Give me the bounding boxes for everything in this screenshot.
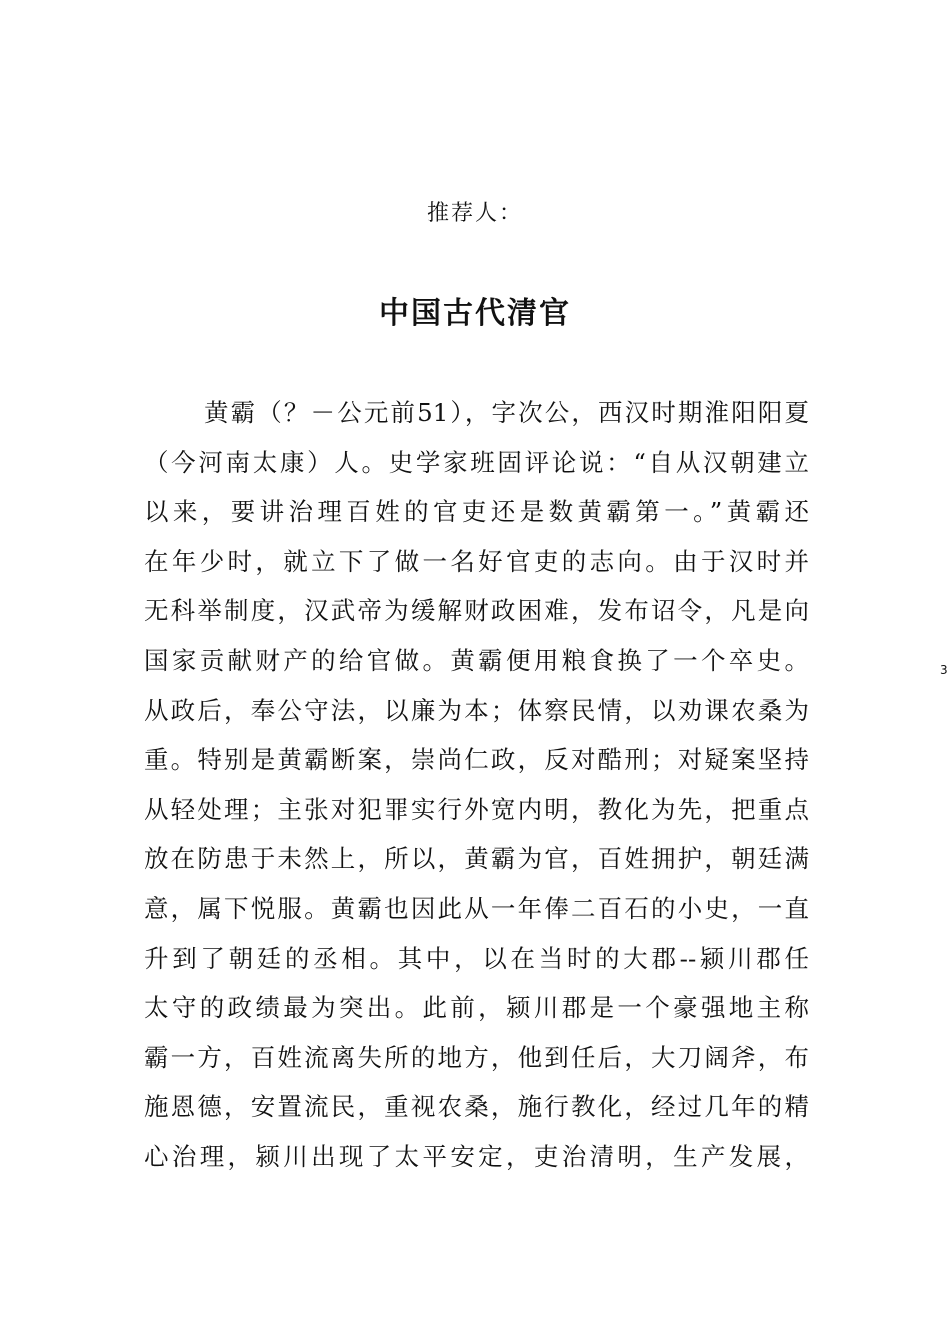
paragraph-line: 重。特别是黄霸断案，崇尚仁政，反对酷刑；对疑案坚持	[144, 745, 809, 775]
paragraph-line: （今河南太康）人。史学家班固评论说：“自从汉朝建立	[144, 447, 809, 477]
paragraph-line: 太守的政绩最为突出。此前，颍川郡是一个豪强地主称	[144, 993, 809, 1023]
paragraph-line: 心治理，颍川出现了太平安定，吏治清明，生产发展，	[144, 1141, 809, 1171]
document-title: 中国古代清官	[379, 296, 571, 331]
paragraph-line: 无科举制度，汉武帝为缓解财政困难，发布诏令，凡是向	[144, 596, 809, 626]
page-number: 3	[940, 663, 948, 677]
paragraph-line: 施恩德，安置流民，重视农桑，施行教化，经过几年的精	[144, 1092, 809, 1122]
paragraph-line: 从政后，奉公守法，以廉为本；体察民情，以劝课农桑为	[144, 695, 809, 725]
paragraph-line: 黄霸（？－公元前51），字次公，西汉时期淮阳阳夏	[204, 398, 809, 427]
paragraph-line: 放在防患于未然上，所以，黄霸为官，百姓拥护，朝廷满	[144, 844, 809, 874]
recommender-label: 推荐人：	[426, 201, 523, 226]
body-paragraph	[144, 388, 809, 1182]
paragraph-line: 国家贡献财产的给官做。黄霸便用粮食换了一个卒史。	[144, 645, 809, 675]
paragraph-line: 升到了朝廷的丞相。其中，以在当时的大郡--颍川郡任	[144, 943, 809, 973]
paragraph-line: 以来，要讲治理百姓的官吏还是数黄霸第一。”黄霸还	[144, 497, 809, 527]
paragraph-line: 从轻处理；主张对犯罪实行外宽内明，教化为先，把重点	[144, 794, 809, 824]
paragraph-line: 在年少时，就立下了做一名好官吏的志向。由于汉时并	[144, 546, 809, 576]
paragraph-line: 意，属下悦服。黄霸也因此从一年俸二百石的小史，一直	[144, 893, 809, 923]
paragraph-line: 霸一方，百姓流离失所的地方，他到任后，大刀阔斧，布	[144, 1042, 809, 1072]
